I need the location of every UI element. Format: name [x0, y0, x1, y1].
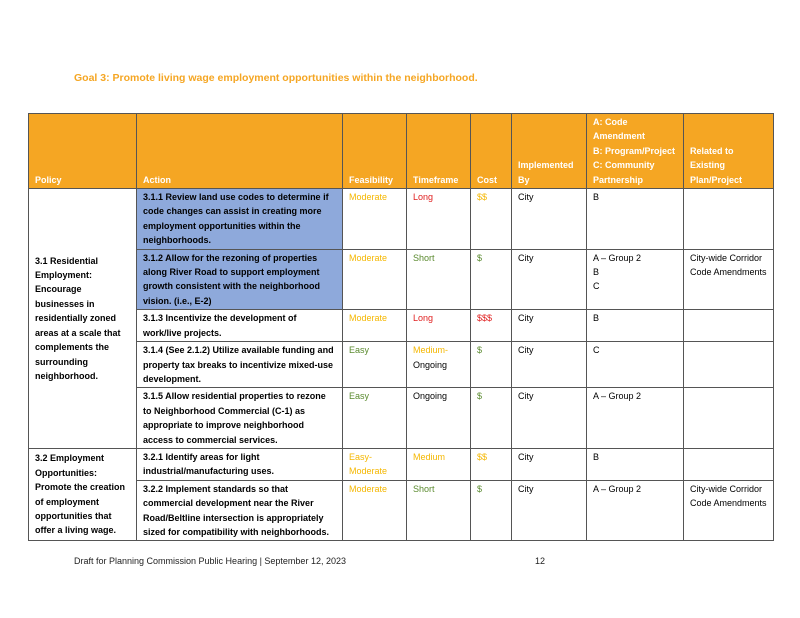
goal-title: Goal 3: Promote living wage employment opportunities within the neighborhood. — [74, 72, 478, 84]
page-number: 12 — [535, 556, 546, 566]
header-related: Related to Existing Plan/Project — [684, 114, 774, 189]
type-line: B — [593, 267, 600, 278]
type-line: C — [593, 345, 600, 356]
table-row — [29, 342, 774, 388]
cost-cell: $ — [471, 388, 512, 449]
table-row — [29, 448, 774, 480]
feasibility-cell: Moderate — [343, 189, 407, 250]
timeframe-cell: Long — [407, 189, 471, 250]
header-policy: Policy — [29, 114, 137, 189]
header-implemented-by: Implemented By — [512, 114, 587, 189]
header-timeframe: Timeframe — [407, 114, 471, 189]
action-cell: 3.2.1 Identify areas for light industrial/manufacturing uses. — [137, 448, 343, 480]
header-type — [587, 114, 684, 189]
type-cell — [587, 189, 684, 250]
header-type-line: A: Code Amendment — [593, 117, 646, 142]
related-cell — [684, 342, 774, 388]
implemented-by-cell: City — [512, 480, 587, 541]
action-cell: 3.1.1 Review land use codes to determine if code changes can assist in creating more employment opportunities within the neighborhoods. — [137, 189, 343, 250]
action-cell: 3.1.3 Incentivize the development of work/live projects. — [137, 310, 343, 342]
header-type-line: B: Program/Project — [593, 145, 676, 156]
timeframe-cell: Long — [407, 310, 471, 342]
implemented-by-cell: City — [512, 310, 587, 342]
table-row — [29, 189, 774, 250]
feasibility-cell: Easy — [343, 388, 407, 449]
table-row — [29, 249, 774, 310]
type-line: B — [593, 313, 600, 324]
related-cell — [684, 189, 774, 250]
implemented-by-cell: City — [512, 249, 587, 310]
type-line: B — [593, 451, 600, 462]
timeframe-line: Ongoing — [413, 359, 448, 370]
header-action: Action — [137, 114, 343, 189]
timeframe-cell — [407, 342, 471, 388]
related-cell — [684, 310, 774, 342]
header-row — [29, 114, 774, 189]
timeframe-cell: Short — [407, 480, 471, 541]
policy-cell: 3.1 Residential Employment: Encourage businesses in residentially zoned areas at a scale that complements the surrounding neighborhood. — [29, 189, 137, 449]
type-cell — [587, 249, 684, 310]
type-cell — [587, 342, 684, 388]
feasibility-cell: Easy-Moderate — [343, 448, 407, 480]
action-cell: 3.1.5 Allow residential properties to rezone to Neighborhood Commercial (C-1) as appropriate to improve neighborhood access to commercial services. — [137, 388, 343, 449]
cost-cell: $$$ — [471, 310, 512, 342]
table-row — [29, 480, 774, 541]
cost-cell: $ — [471, 342, 512, 388]
timeframe-line: Medium- — [413, 345, 449, 356]
type-cell — [587, 310, 684, 342]
header-feasibility: Feasibility — [343, 114, 407, 189]
implemented-by-cell: City — [512, 448, 587, 480]
action-cell: 3.2.2 Implement standards so that commercial development near the River Road/Beltline intersection is appropriately sized for compatibility with neighborhoods. — [137, 480, 343, 541]
type-line: B — [593, 192, 600, 203]
footer-text: Draft for Planning Commission Public Hearing | September 12, 2023 — [74, 556, 346, 566]
related-cell — [684, 388, 774, 449]
cost-cell: $ — [471, 480, 512, 541]
table-row — [29, 388, 774, 449]
action-cell: 3.1.2 Allow for the rezoning of properties along River Road to support employment growth consistent with the neighborhood vision. (i.e., E-2) — [137, 249, 343, 310]
action-cell: 3.1.4 (See 2.1.2) Utilize available funding and property tax breaks to incentivize mixed-use development. — [137, 342, 343, 388]
type-line: A – Group 2 — [593, 391, 642, 402]
feasibility-cell: Moderate — [343, 310, 407, 342]
action-table — [28, 113, 774, 541]
related-cell: City-wide Corridor Code Amendments — [684, 480, 774, 541]
related-cell — [684, 448, 774, 480]
table-row — [29, 310, 774, 342]
implemented-by-cell: City — [512, 342, 587, 388]
header-cost: Cost — [471, 114, 512, 189]
timeframe-cell: Medium — [407, 448, 471, 480]
timeframe-cell: Ongoing — [407, 388, 471, 449]
header-type-line: C: Community Partnership — [593, 160, 655, 185]
cost-cell: $$ — [471, 189, 512, 250]
feasibility-cell: Easy — [343, 342, 407, 388]
feasibility-cell: Moderate — [343, 249, 407, 310]
type-cell — [587, 480, 684, 541]
cost-cell: $ — [471, 249, 512, 310]
type-line: C — [593, 281, 600, 292]
policy-cell: 3.2 Employment Opportunities: Promote the creation of employment opportunities that offer a living wage. — [29, 448, 137, 540]
related-cell: City-wide Corridor Code Amendments — [684, 249, 774, 310]
type-cell — [587, 388, 684, 449]
feasibility-cell: Moderate — [343, 480, 407, 541]
type-cell — [587, 448, 684, 480]
implemented-by-cell: City — [512, 388, 587, 449]
type-line: A – Group 2 — [593, 483, 642, 494]
cost-cell: $$ — [471, 448, 512, 480]
type-line: A – Group 2 — [593, 252, 642, 263]
implemented-by-cell: City — [512, 189, 587, 250]
timeframe-cell: Short — [407, 249, 471, 310]
